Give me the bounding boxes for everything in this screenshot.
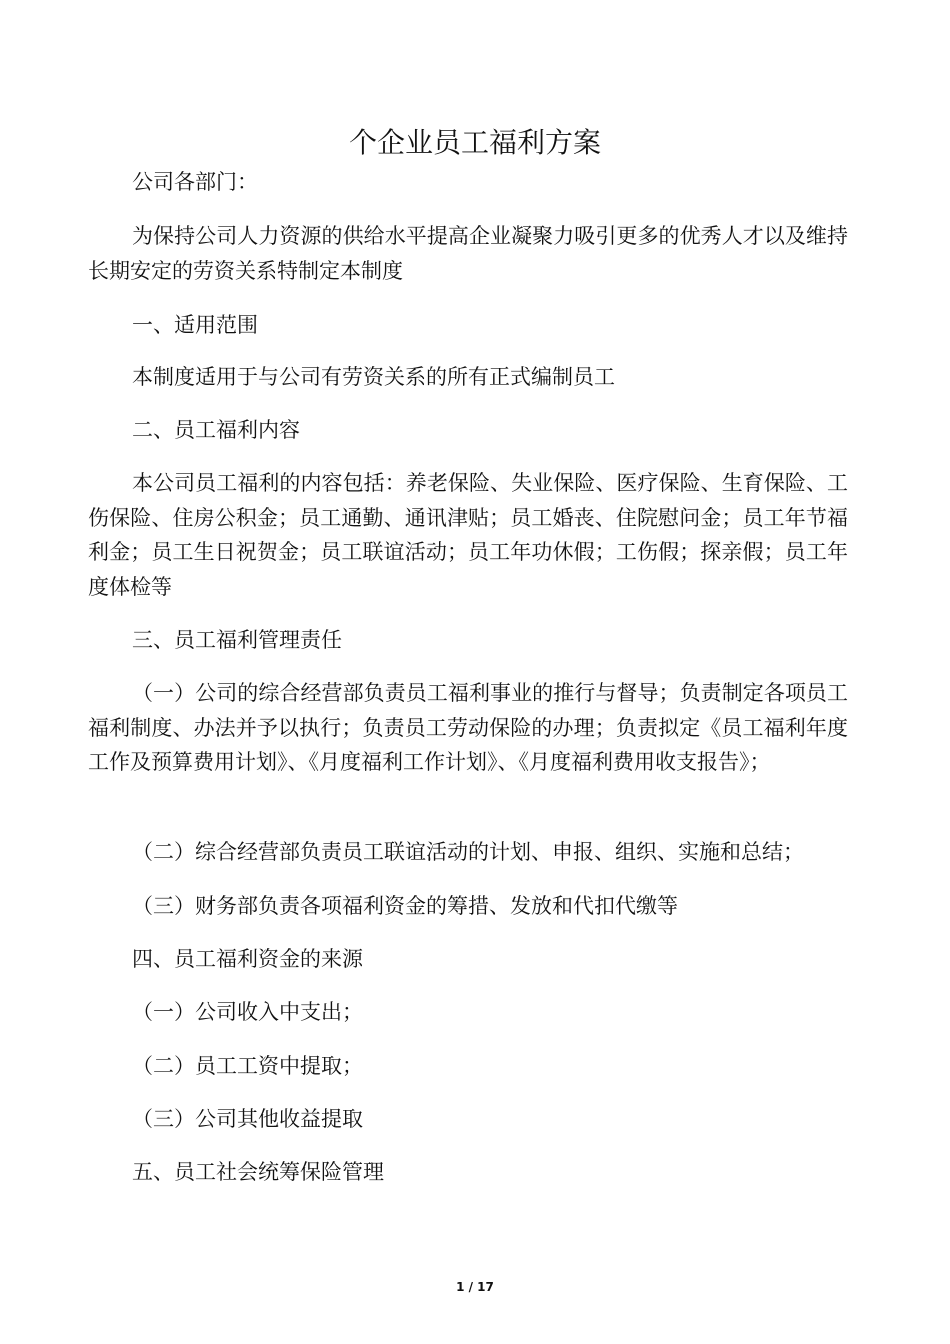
section-heading-insurance: 五、员工社会统筹保险管理 — [132, 1160, 384, 1184]
paragraph-purpose: 为保持公司人力资源的供给水平提高企业凝聚力吸引更多的优秀人才以及维持长期安定的劳资关系特制定本制度 — [88, 224, 848, 283]
paragraph-responsibility-3: （三）财务部负责各项福利资金的筹措、发放和代扣代缴等 — [132, 894, 678, 918]
section-heading-content: 二、员工福利内容 — [132, 418, 300, 442]
paragraph-responsibility-1: （一）公司的综合经营部负责员工福利事业的推行与督导；负责制定各项员工福利制度、办法并予以执行；负责员工劳动保险的办理；负责拟定《员工福利年度工作及预算费用计划》、《月度福利工作计划》、《月度福利费用收支报告》； — [88, 681, 848, 774]
section-heading-responsibility: 三、员工福利管理责任 — [132, 628, 342, 652]
paragraph-funding-1: （一）公司收入中支出； — [132, 1000, 363, 1024]
paragraph-salutation: 公司各部门： — [132, 170, 258, 194]
paragraph-funding-2: （二）员工工资中提取； — [132, 1054, 363, 1078]
paragraph-responsibility-2: （二）综合经营部负责员工联谊活动的计划、申报、组织、实施和总结； — [132, 840, 804, 864]
paragraph-content: 本公司员工福利的内容包括：养老保险、失业保险、医疗保险、生育保险、工伤保险、住房公积金；员工通勤、通讯津贴；员工婚丧、住院慰问金；员工年节福利金；员工生日祝贺金；员工联谊活动；员工年功休假；工伤假；探亲假；员工年度体检等 — [88, 471, 848, 599]
paragraph-scope: 本制度适用于与公司有劳资关系的所有正式编制员工 — [132, 365, 615, 389]
paragraph-funding-3: （三）公司其他收益提取 — [132, 1107, 363, 1131]
section-heading-funding: 四、员工福利资金的来源 — [132, 947, 363, 971]
section-heading-scope: 一、适用范围 — [132, 313, 258, 337]
page-number: 1 / 17 — [456, 1280, 494, 1294]
document-title: 个企业员工福利方案 — [348, 125, 601, 159]
